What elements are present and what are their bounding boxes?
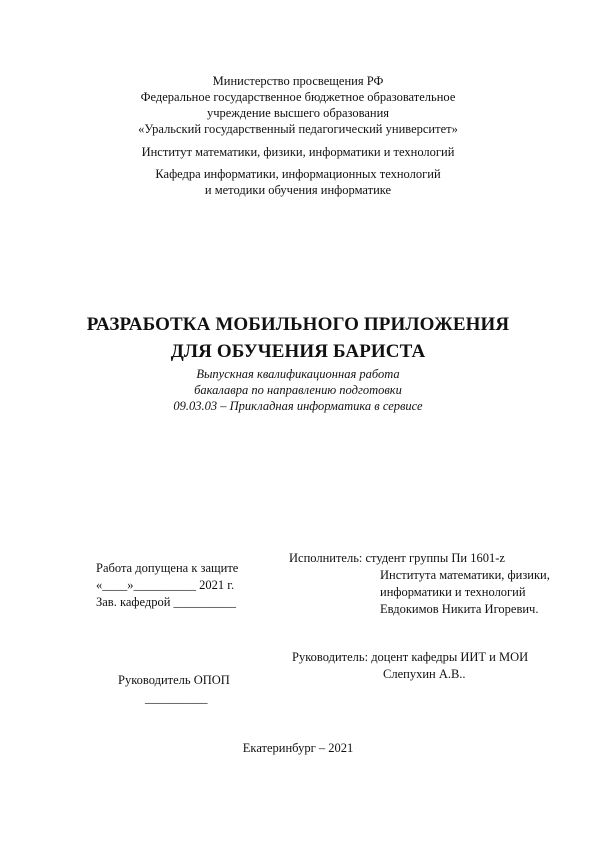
institute-line: Институт математики, физики, информатики и технологий [141, 145, 455, 159]
admission-line-1: Работа допущена к защите [96, 561, 239, 575]
supervisor-name: Слепухин А.В.. [383, 667, 466, 681]
opop-signature-line: __________ [145, 691, 208, 705]
performer-line-1: Исполнитель: студент группы Пи 1601-z [289, 551, 505, 565]
head-of-department-line: Зав. кафедрой __________ [96, 595, 237, 609]
admission-date-line: «____»__________ 2021 г. [96, 578, 235, 592]
thesis-title-line-2: ДЛЯ ОБУЧЕНИЯ БАРИСТА [170, 341, 426, 362]
agency-line-1: Федеральное государственное бюджетное образовательное [140, 90, 456, 104]
university-line: «Уральский государственный педагогический университет» [138, 122, 458, 136]
supervisor-line-1: Руководитель: доцент кафедры ИИТ и МОИ [292, 650, 529, 664]
department-line-2: и методики обучения информатике [204, 183, 392, 197]
performer-line-3: информатики и технологий [380, 585, 526, 599]
subtitle-line-1: Выпускная квалификационная работа [196, 367, 400, 381]
subtitle-line-3: 09.03.03 – Прикладная информатика в сервисе [173, 399, 423, 413]
city-year: Екатеринбург – 2021 [242, 741, 354, 755]
ministry-line: Министерство просвещения РФ [212, 74, 384, 88]
thesis-title-line-1: РАЗРАБОТКА МОБИЛЬНОГО ПРИЛОЖЕНИЯ [86, 314, 510, 335]
opop-head-line: Руководитель ОПОП [118, 673, 230, 687]
agency-line-2: учреждение высшего образования [206, 106, 390, 120]
subtitle-line-2: бакалавра по направлению подготовки [194, 383, 402, 397]
performer-name: Евдокимов Никита Игоревич. [380, 602, 539, 616]
performer-line-2: Института математики, физики, [380, 568, 550, 582]
department-line-1: Кафедра информатики, информационных технологий [155, 167, 441, 181]
